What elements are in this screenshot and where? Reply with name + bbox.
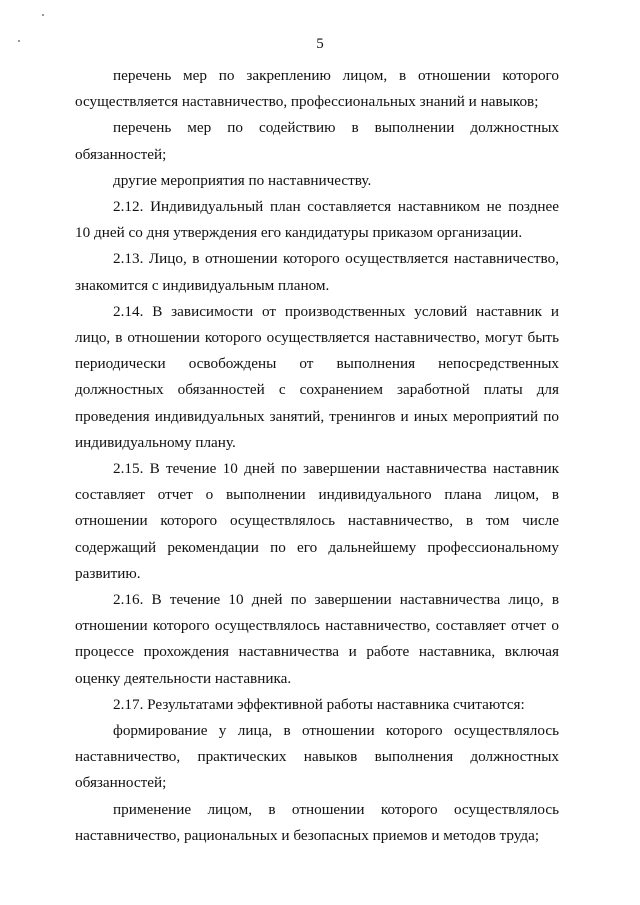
scan-speck — [42, 14, 44, 16]
paragraph-skills-formation: формирование у лица, в отношении которого осуществлялось наставничество, практических навыков выполнения должностных обязанностей; — [75, 722, 559, 792]
paragraph-2-15: 2.15. В течение 10 дней по завершении наставничества наставник составляет отчет о выполнении индивидуального плана лицом, в отношении которого осуществлялось наставничество, в том числе содержащий рекомендации по его дальнейшему профессиональному развитию. — [75, 460, 559, 582]
paragraph-measures-knowledge: перечень мер по закреплению лицом, в отношении которого осуществляется наставничество, профессиональных знаний и навыков; — [75, 67, 559, 111]
paragraph-measures-duties: перечень мер по содействию в выполнении должностных обязанностей; — [75, 119, 559, 163]
paragraph-2-13: 2.13. Лицо, в отношении которого осуществляется наставничество, знакомится с индивидуальным планом. — [75, 250, 559, 294]
paragraph-safe-methods: применение лицом, в отношении которого осуществлялось наставничество, рациональных и безопасных приемов и методов труда; — [75, 800, 559, 844]
paragraph-2-14: 2.14. В зависимости от производственных условий наставник и лицо, в отношении которого осуществляется наставничество, могут быть периодически освобождены от выполнения непосредственных должностных обязанностей с сохранением заработной платы для проведения индивидуальных занятий, тренингов и иных мероприятий по индивидуальному плану. — [75, 302, 559, 451]
paragraph-2-12: 2.12. Индивидуальный план составляется наставником не позднее 10 дней со дня утверждения его кандидатуры приказом организации. — [75, 198, 559, 242]
document-body — [75, 63, 559, 849]
paragraph-other-activities: другие мероприятия по наставничеству. — [113, 171, 372, 189]
paragraph-2-16: 2.16. В течение 10 дней по завершении наставничества лицо, в отношении которого осуществлялось наставничество, составляет отчет о процессе прохождения наставничества и работе наставника, включая оценку деятельности наставника. — [75, 591, 559, 687]
page-number: 5 — [316, 36, 324, 52]
paragraph-2-17: 2.17. Результатами эффективной работы наставника считаются: — [113, 695, 525, 713]
